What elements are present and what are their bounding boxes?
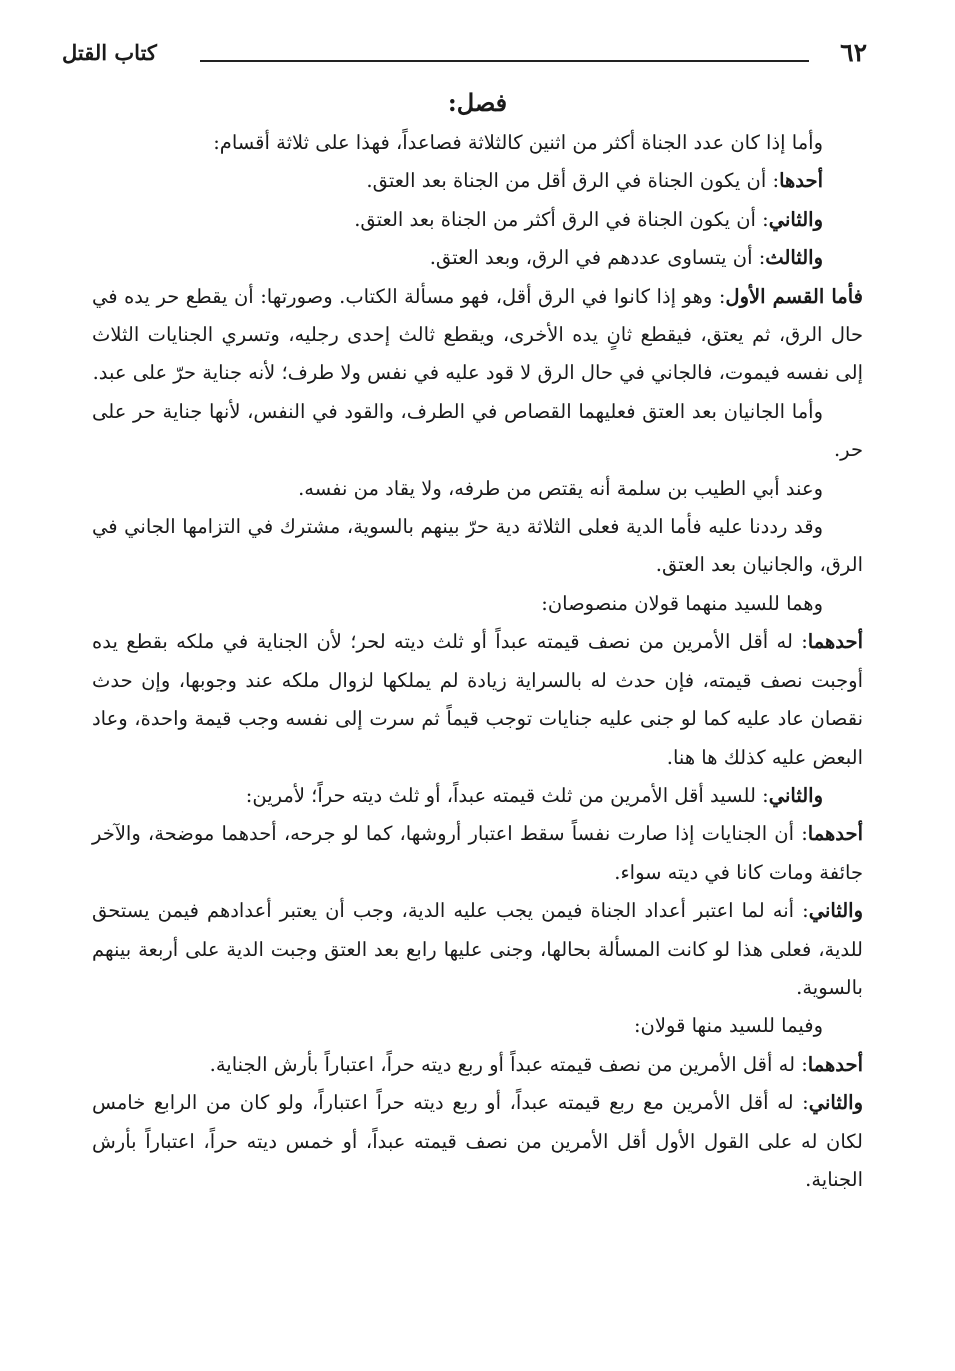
paragraph [92,1007,863,1045]
paragraph [92,239,863,277]
paragraph-text: وهما للسيد منهما قولان منصوصان: [541,591,823,615]
paragraph [92,623,863,777]
paragraph-text: : وهو إذا كانوا في الرق أقل، فهو مسألة الكتاب. وصورتها: أن يقطع حر يده في حال الرق، ثم يعتق، فيقطع ثانٍ يده الأخرى، ويقطع ثالث إحدى رجليه، وتسري الجنايات الثلاث إلى نفسه فيموت، فالجاني في حال الرق لا قود عليه في نفس ولا طرف؛ لأنه جناية حرّ على عبد. [92,284,863,385]
paragraph [92,508,863,585]
paragraph-lead: أحدها [779,169,823,193]
paragraph [92,1046,863,1084]
paragraph-text: : له أقل الأمرين من نصف قيمته عبداً أو ربع ديته حراً، اعتباراً بأرش الجناية. [209,1052,808,1076]
paragraph [92,162,863,200]
paragraph-lead: والثاني [768,783,823,807]
paragraph-text: : له أقل الأمرين مع ربع قيمته عبداً، أو ربع ديته حراً اعتباراً، ولو كان من الرابع خامس لكان له على القول الأول أقل الأمرين من نصف قيمته عبداً، أو خمس ديته حراً، اعتباراً بأرش الجناية. [92,1091,863,1191]
paragraph-lead: فأما القسم الأول [725,284,863,308]
paragraph-lead: أحدهما [807,630,863,654]
paragraph [92,470,863,508]
paragraph-text: : للسيد أقل الأمرين من ثلث قيمته عبداً، أو ثلث ديته حراً؛ لأمرين: [245,783,769,807]
paragraph-text: : أن يكون الجناة في الرق أقل من الجناة بعد العتق. [366,169,780,193]
header-rule [200,60,809,62]
page-number: ٦٢ [840,38,867,67]
paragraph [92,124,863,162]
paragraph-lead: أحدهما [807,822,863,846]
paragraph-text: : أن يتساوى عددهم في الرق، وبعد العتق. [429,246,766,270]
paragraph-text: : له أقل الأمرين من نصف قيمته عبداً أو ثلث ديته لحر؛ لأن الجناية في ملكه بقطع يده أوجبت نصف قيمته، فإن حدث له بالسراية زيادة لم يملكها لزوال ملكه عند وجوبها، وإن حدث نقصان عاد عليه كما لو جنى عليه جنايات توجب قيماً ثم سرت إلى نفسه وجب قيمة واحدة، وعاد البعض عليه كذلك ها هنا. [92,630,863,769]
paragraph-lead: أحدهما [807,1052,863,1076]
paragraph-lead: والثاني [808,899,863,923]
paragraph-text: : أنه لما اعتبر أعداد الجناة فيمن يجب عليه الدية، وجب أن يعتبر أعدادهم فيمن يستحق للدية، فعلى هذا لو كانت المسألة بحالها، وجنى عليها رابع بعد العتق وجبت الدية على أربعة بينهم بالسوية. [92,899,863,999]
paragraph [92,278,863,393]
paragraph-lead: والثالث [765,246,823,270]
paragraph [92,201,863,239]
running-head: كتاب القتل [62,40,157,65]
paragraph [92,585,863,623]
paragraph [92,815,863,892]
paragraph [92,777,863,815]
section-heading: فصل: [447,88,508,117]
paragraph-text: وعند أبي الطيب بن سلمة أنه يقتص من طرفه، ولا يقاد من نفسه. [298,476,823,500]
paragraph [92,892,863,1007]
paragraph-text: وأما الجانيان بعد العتق فعليهما القصاص في الطرف، والقود في النفس، لأنها جناية حر على حر. [92,399,863,462]
paragraph-text: وقد رددنا عليه فأما الدية فعلى الثلاثة دية حرّ بينهم بالسوية، مشترك في التزامها الجاني في الرق، والجانيان بعد العتق. [92,515,863,577]
page-header [62,30,867,80]
paragraph-text: وفيما للسيد منها قولان: [633,1014,823,1038]
body-text [92,124,863,1199]
paragraph-lead: والثاني [768,207,823,231]
paragraph-text: : أن الجنايات إذا صارت نفساً سقط اعتبار أروشها، كما لو جرحه، أحدهما موضحة، والآخر جائفة ومات كانا في ديته سواء. [92,822,863,884]
paragraph [92,393,863,470]
paragraph [92,1084,863,1199]
paragraph-lead: والثاني [808,1091,863,1115]
paragraph-text: : أن يكون الجناة في الرق أكثر من الجناة بعد العتق. [354,207,769,231]
paragraph-text: وأما إذا كان عدد الجناة أكثر من اثنين كالثلاثة فصاعداً، فهذا على ثلاثة أقسام: [213,131,823,154]
